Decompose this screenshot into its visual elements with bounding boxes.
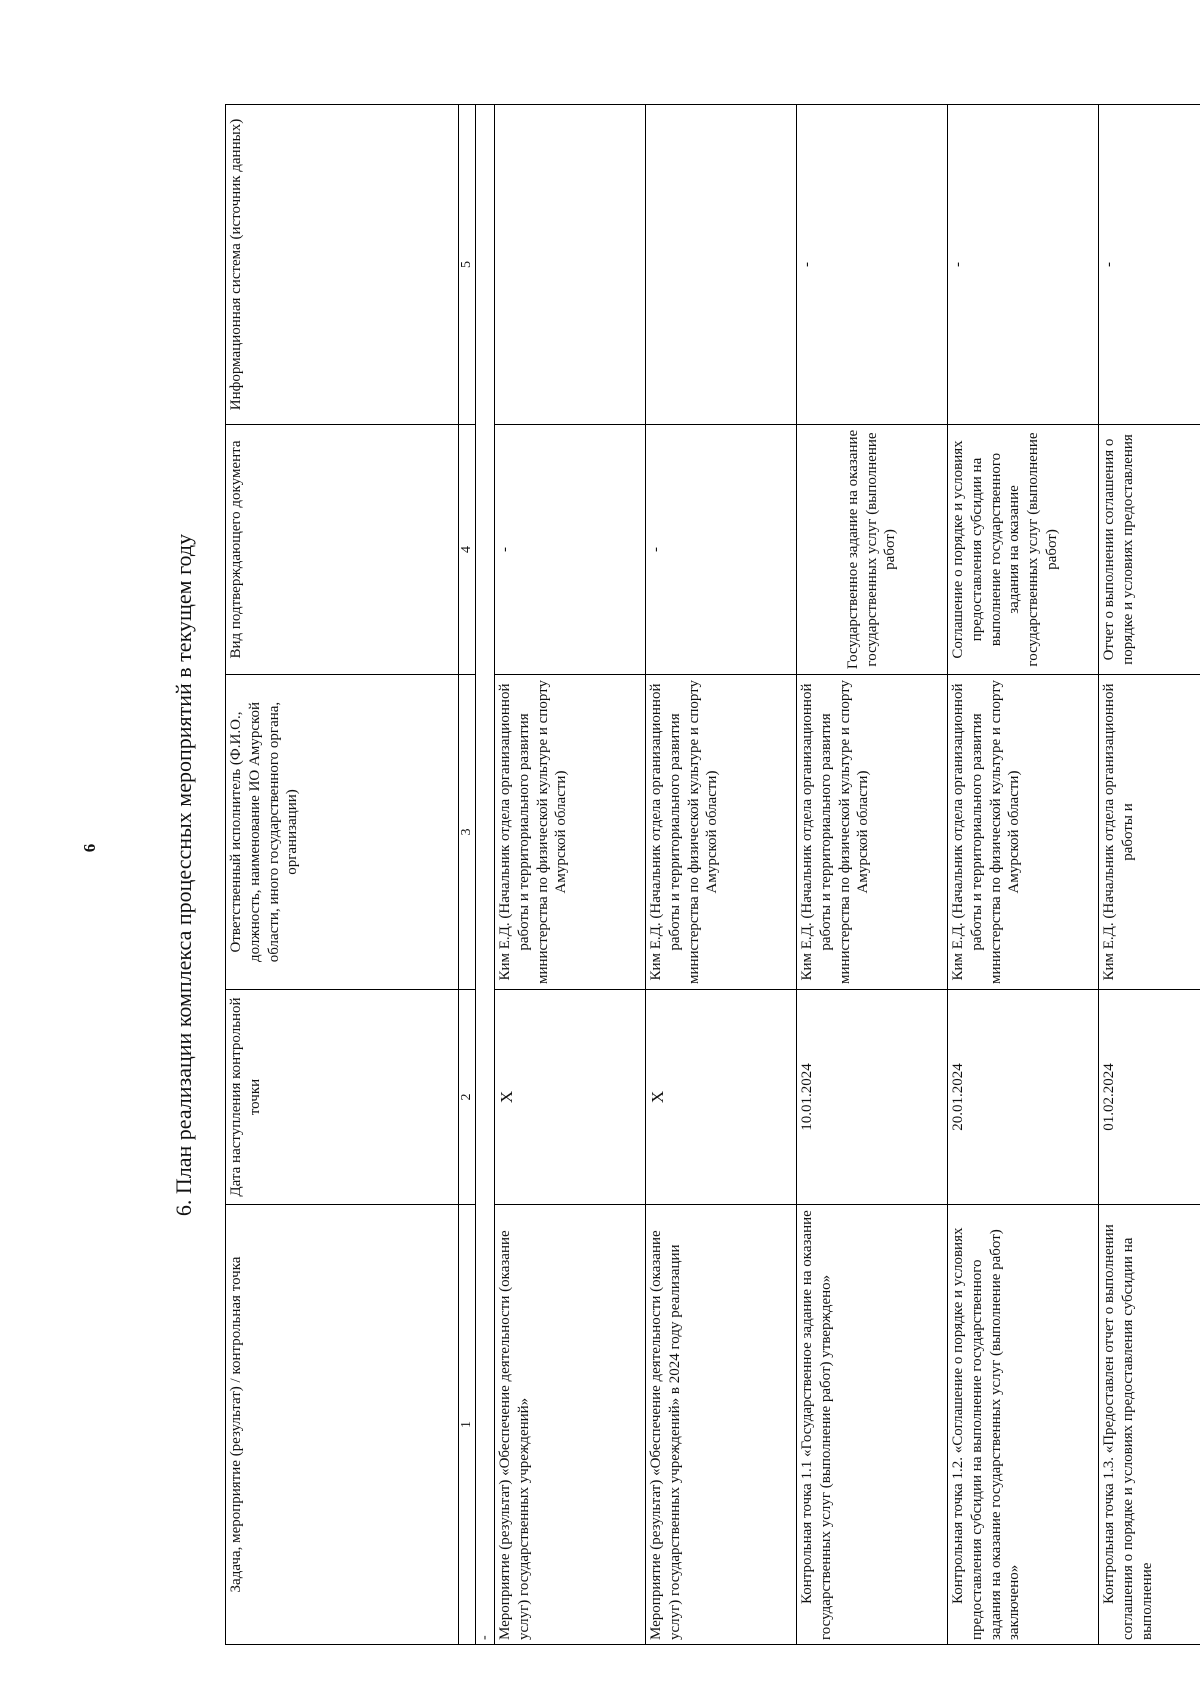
column-number: 1 bbox=[459, 1205, 476, 1645]
document-cell: - bbox=[646, 425, 797, 675]
page-number: 6 bbox=[80, 843, 99, 853]
task-cell: Мероприятие (результат) «Обеспечение деятельности (оказание услуг) государственных учреждений» в 2024 году реализации bbox=[646, 1205, 797, 1645]
table-row bbox=[1099, 105, 1200, 1645]
table-row bbox=[797, 105, 948, 1645]
date-cell: Х bbox=[646, 990, 797, 1205]
section-marker: - bbox=[476, 105, 495, 1645]
responsible-cell: Ким Е.Д. (Начальник отдела организационной работы и территориального развития министерства по физической культуре и спорту Амурской области) bbox=[948, 675, 1099, 990]
document-cell: Отчет о выполнении соглашения о порядке и условиях предоставления bbox=[1099, 425, 1200, 675]
document-title: 6. План реализации комплекса процессных мероприятий в текущем году bbox=[171, 533, 196, 1217]
date-cell: 01.02.2024 bbox=[1099, 990, 1200, 1205]
date-cell: Х bbox=[495, 990, 646, 1205]
header-responsible: Ответственный исполнитель (Ф.И.О., должность, наименование ИО Амурской области, иного государственного органа, организации) bbox=[226, 675, 459, 990]
document-cell: Государственное задание на оказание государственных услуг (выполнение работ) bbox=[797, 425, 948, 675]
section-row bbox=[476, 105, 495, 1645]
column-number: 4 bbox=[459, 425, 476, 675]
system-cell: - bbox=[948, 105, 1099, 425]
system-cell: - bbox=[797, 105, 948, 425]
header-task: Задача, мероприятие (результат) / контрольная точка bbox=[226, 1205, 459, 1645]
responsible-cell: Ким Е.Д. (Начальник отдела организационной работы и территориального развития министерства по физической культуре и спорту Амурской области) bbox=[646, 675, 797, 990]
rotated-sheet bbox=[160, 105, 1155, 1645]
system-cell: - bbox=[1099, 105, 1200, 425]
document-cell: Соглашение о порядке и условиях предоставления субсидии на выполнение государственного задания на оказание государственных услуг (выполнение работ) bbox=[948, 425, 1099, 675]
responsible-cell: Ким Е.Д. (Начальник отдела организационной работы и территориального развития министерства по физической культуре и спорту Амурской области) bbox=[495, 675, 646, 990]
table-row bbox=[646, 105, 797, 1645]
task-cell: Контрольная точка 1.1 «Государственное задание на оказание государственных услуг (выполнение работ) утверждено» bbox=[797, 1205, 948, 1645]
responsible-cell: Ким Е.Д. (Начальник отдела организационной работы и bbox=[1099, 675, 1200, 990]
task-cell: Мероприятие (результат) «Обеспечение деятельности (оказание услуг) государственных учреждений» bbox=[495, 1205, 646, 1645]
header-document: Вид подтверждающего документа bbox=[226, 425, 459, 675]
process-plan-table bbox=[225, 104, 1200, 1645]
task-cell: Контрольная точка 1.3. «Предоставлен отчет о выполнении соглашения о порядке и условиях предоставления субсидии на выполнение bbox=[1099, 1205, 1200, 1645]
task-cell: Контрольная точка 1.2. «Соглашение о порядке и условиях предоставления субсидии на выполнение государственного задания на оказание государственных услуг (выполнение работ) заключено» bbox=[948, 1205, 1099, 1645]
date-cell: 10.01.2024 bbox=[797, 990, 948, 1205]
document-cell: - bbox=[495, 425, 646, 675]
system-cell bbox=[646, 105, 797, 425]
column-number: 2 bbox=[459, 990, 476, 1205]
header-row bbox=[226, 105, 459, 1645]
responsible-cell: Ким Е.Д. (Начальник отдела организационной работы и территориального развития министерства по физической культуре и спорту Амурской области) bbox=[797, 675, 948, 990]
system-cell bbox=[495, 105, 646, 425]
table-row bbox=[948, 105, 1099, 1645]
header-date: Дата наступления контрольной точки bbox=[226, 990, 459, 1205]
column-number: 5 bbox=[459, 105, 476, 425]
date-cell: 20.01.2024 bbox=[948, 990, 1099, 1205]
column-number-row bbox=[459, 105, 476, 1645]
column-number: 3 bbox=[459, 675, 476, 990]
table-row bbox=[495, 105, 646, 1645]
header-system: Информационная система (источник данных) bbox=[226, 105, 459, 425]
